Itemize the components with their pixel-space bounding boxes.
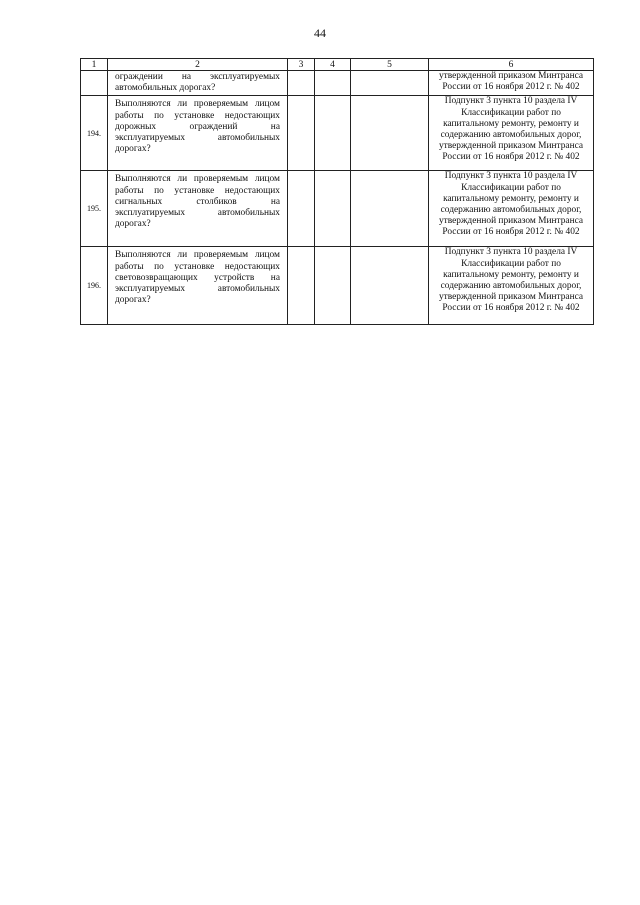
column-header: 6 [429, 59, 594, 71]
table-row [81, 247, 594, 325]
row-number-cell: 196. [81, 247, 108, 325]
table-row [81, 96, 594, 171]
header-row [81, 59, 594, 71]
reference-cell: Подпункт 3 пункта 10 раздела IV Классификации работ по капитальному ремонту, ремонту и содержанию автомобильных дорог, утвержденной приказом Минтранса России от 16 ноября 2012 г. № 402 [429, 247, 594, 325]
reference-cell: Подпункт 3 пункта 10 раздела IV Классификации работ по капитальному ремонту, ремонту и содержанию автомобильных дорог, утвержденной приказом Минтранса России от 16 ноября 2012 г. № 402 [429, 171, 594, 247]
answer-cell-yes [288, 71, 315, 96]
answer-cell-no [315, 171, 351, 247]
row-number-cell: 194. [81, 96, 108, 171]
answer-cell-no [315, 96, 351, 171]
question-cell: ограждении на эксплуатируемых автомобильных дорогах? [108, 71, 288, 96]
column-header: 2 [108, 59, 288, 71]
page-number: 44 [314, 26, 326, 40]
row-number-cell [81, 71, 108, 96]
answer-cell-yes [288, 171, 315, 247]
answer-cell-na [351, 71, 429, 96]
column-header: 5 [351, 59, 429, 71]
question-cell: Выполняются ли проверяемым лицом работы по установке недостающих дорожных ограждений на эксплуатируемых автомобильных дорогах? [108, 96, 288, 171]
answer-cell-yes [288, 96, 315, 171]
answer-cell-na [351, 171, 429, 247]
question-cell: Выполняются ли проверяемым лицом работы по установке недостающих сигнальных столбиков на эксплуатируемых автомобильных дорогах? [108, 171, 288, 247]
column-header: 1 [81, 59, 108, 71]
row-number-cell: 195. [81, 171, 108, 247]
reference-cell: утвержденной приказом Минтранса России от 16 ноября 2012 г. № 402 [429, 71, 594, 96]
answer-cell-na [351, 247, 429, 325]
reference-cell: Подпункт 3 пункта 10 раздела IV Классификации работ по капитальному ремонту, ремонту и содержанию автомобильных дорог, утвержденной приказом Минтранса России от 16 ноября 2012 г. № 402 [429, 96, 594, 171]
answer-cell-na [351, 96, 429, 171]
answer-cell-no [315, 247, 351, 325]
column-header: 4 [315, 59, 351, 71]
question-cell: Выполняются ли проверяемым лицом работы по установке недостающих световозвращающих устройств на эксплуатируемых автомобильных дорогах? [108, 247, 288, 325]
table-row-continuation [81, 71, 594, 96]
checklist-table [80, 58, 594, 325]
column-header: 3 [288, 59, 315, 71]
answer-cell-no [315, 71, 351, 96]
table-row [81, 171, 594, 247]
answer-cell-yes [288, 247, 315, 325]
